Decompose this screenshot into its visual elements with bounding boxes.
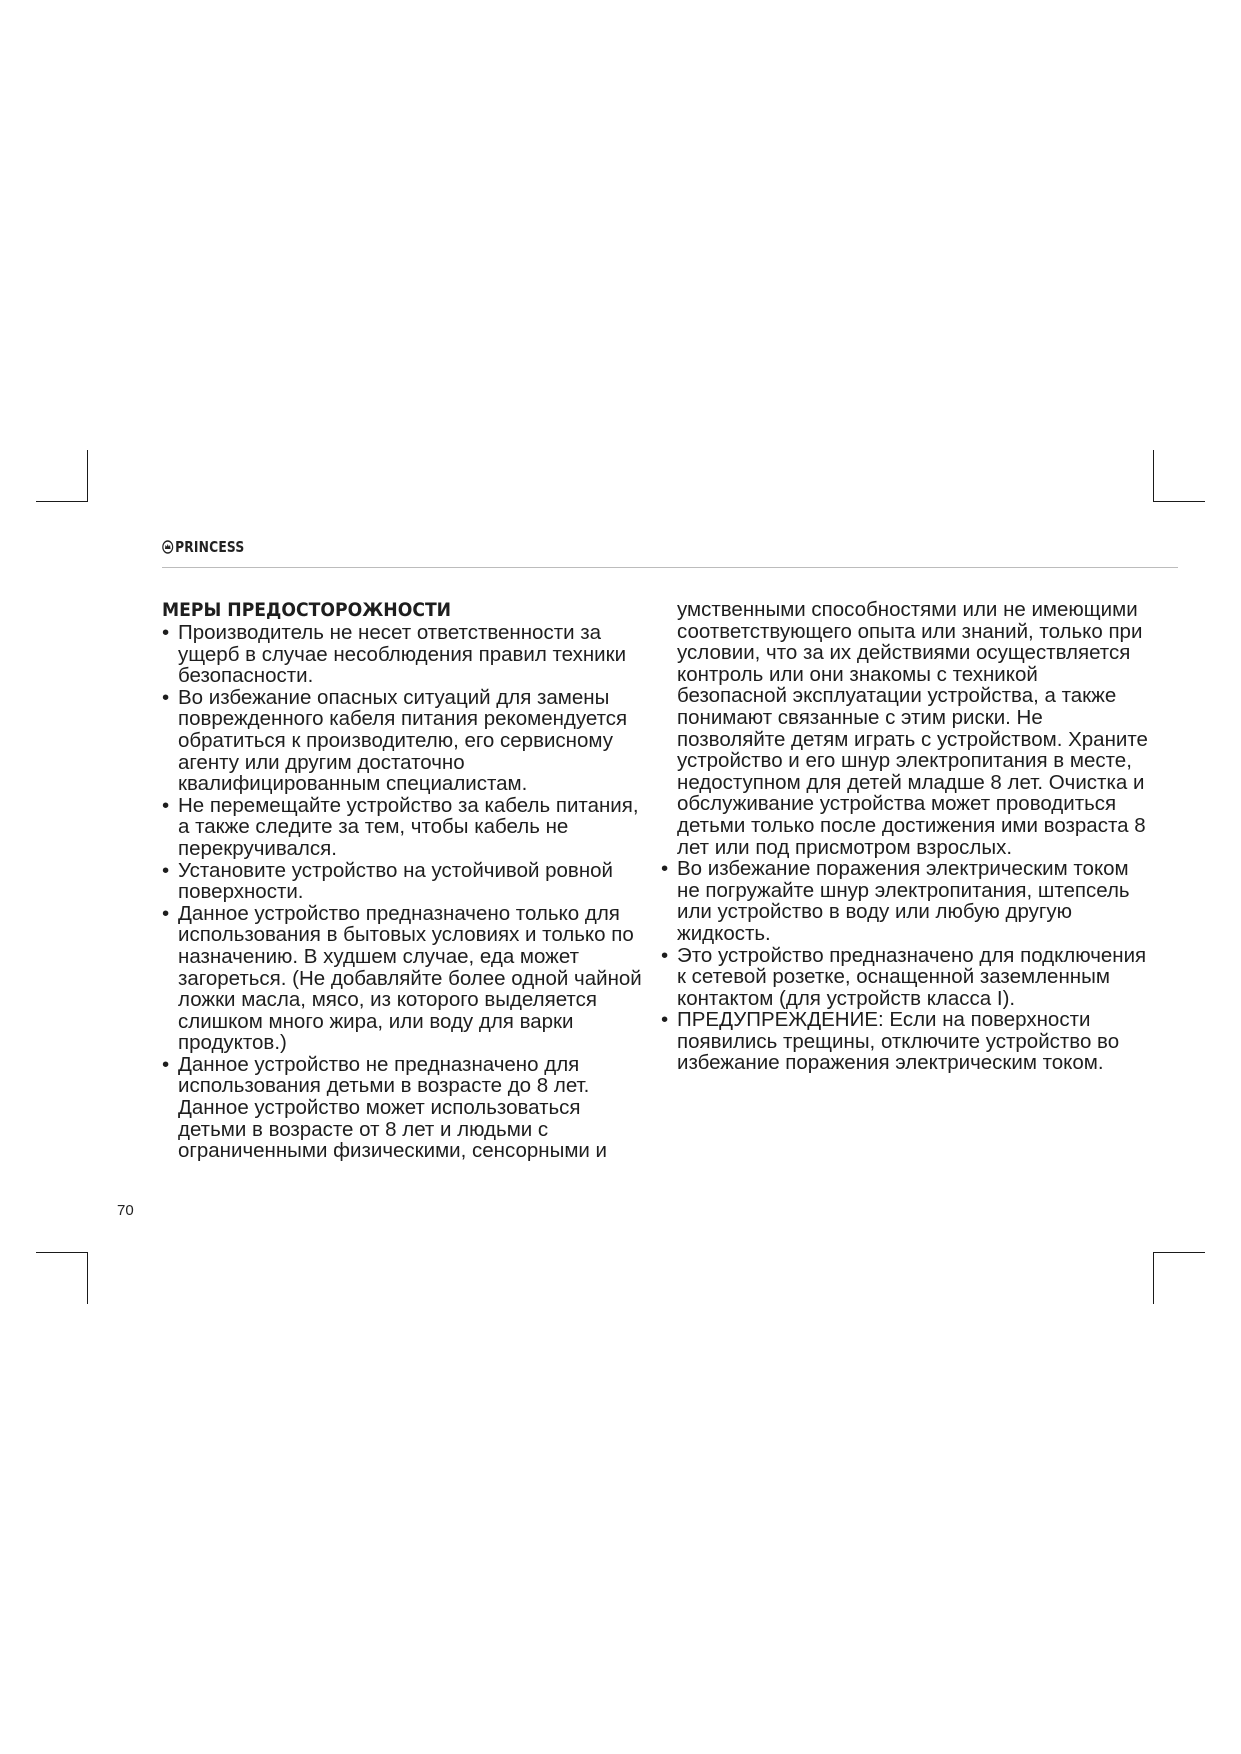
right-column xyxy=(661,599,1151,1074)
page-number: 70 xyxy=(117,1202,134,1219)
crop-mark-bottom-right xyxy=(1153,1252,1154,1304)
crop-mark-top-right xyxy=(1153,501,1205,502)
crop-mark-top-right xyxy=(1153,450,1154,502)
crop-mark-top-left xyxy=(87,450,88,502)
crop-mark-bottom-right xyxy=(1153,1252,1205,1253)
list-item: • Данное устройство предназначено только для использования в бытовых условиях и только по назначению. В худшем случае, еда может загореться. (Не добавляйте более одной чайной ложки масла, мясо, из которого выделяется слишком много жира, или воду для варки продуктов.) xyxy=(162,903,652,1054)
list-item: • Во избежание поражения электрическим током не погружайте шнур электропитания, штепсель или устройство в воду или любую другую жидкость. xyxy=(661,858,1151,944)
brand-name: PRINCESS xyxy=(175,538,245,556)
brand-logo xyxy=(162,538,244,556)
list-item: • Во избежание опасных ситуаций для замены поврежденного кабеля питания рекомендуется обратиться к производителю, его сервисному агенту или другим достаточно квалифицированным специалистам. xyxy=(162,687,652,795)
safety-list-left xyxy=(162,622,652,1162)
header-divider xyxy=(162,567,1178,568)
crop-mark-top-left xyxy=(36,501,88,502)
list-item: • Данное устройство не предназначено для использования детьми в возрасте до 8 лет. Данное устройство может использоваться детьми в возрасте от 8 лет и людьми с ограниченными физическими, сенсорными и xyxy=(162,1054,652,1162)
left-column xyxy=(162,600,652,1162)
list-item: • Производитель не несет ответственности за ущерб в случае несоблюдения правил техники безопасности. xyxy=(162,622,652,687)
list-item: • Это устройство предназначено для подключения к сетевой розетке, оснащенной заземленным контактом (для устройств класса I). xyxy=(661,945,1151,1010)
list-item: • ПРЕДУПРЕЖДЕНИЕ: Если на поверхности появились трещины, отключите устройство во избежание поражения электрическим током. xyxy=(661,1009,1151,1074)
section-title: МЕРЫ ПРЕДОСТОРОЖНОСТИ xyxy=(162,600,452,621)
crop-mark-bottom-left xyxy=(87,1252,88,1304)
list-item: • Не перемещайте устройство за кабель питания, а также следите за тем, чтобы кабель не перекручивался. xyxy=(162,795,652,860)
list-item: • Установите устройство на устойчивой ровной поверхности. xyxy=(162,860,652,903)
safety-list-right xyxy=(661,858,1151,1074)
crown-icon xyxy=(162,540,173,554)
crop-mark-bottom-left xyxy=(36,1252,88,1253)
list-item-continuation: умственными способностями или не имеющими соответствующего опыта или знаний, только при условии, что за их действиями осуществляется контроль или они знакомы с техникой безопасной эксплуатации устройства, а также понимают связанные с этим риски. Не позволяйте детям играть с устройством. Храните устройство и его шнур электропитания в месте, недоступном для детей младше 8 лет. Очистка и обслуживание устройства может проводиться детьми только после достижения ими возраста 8 лет или под присмотром взрослых. xyxy=(677,598,1148,859)
